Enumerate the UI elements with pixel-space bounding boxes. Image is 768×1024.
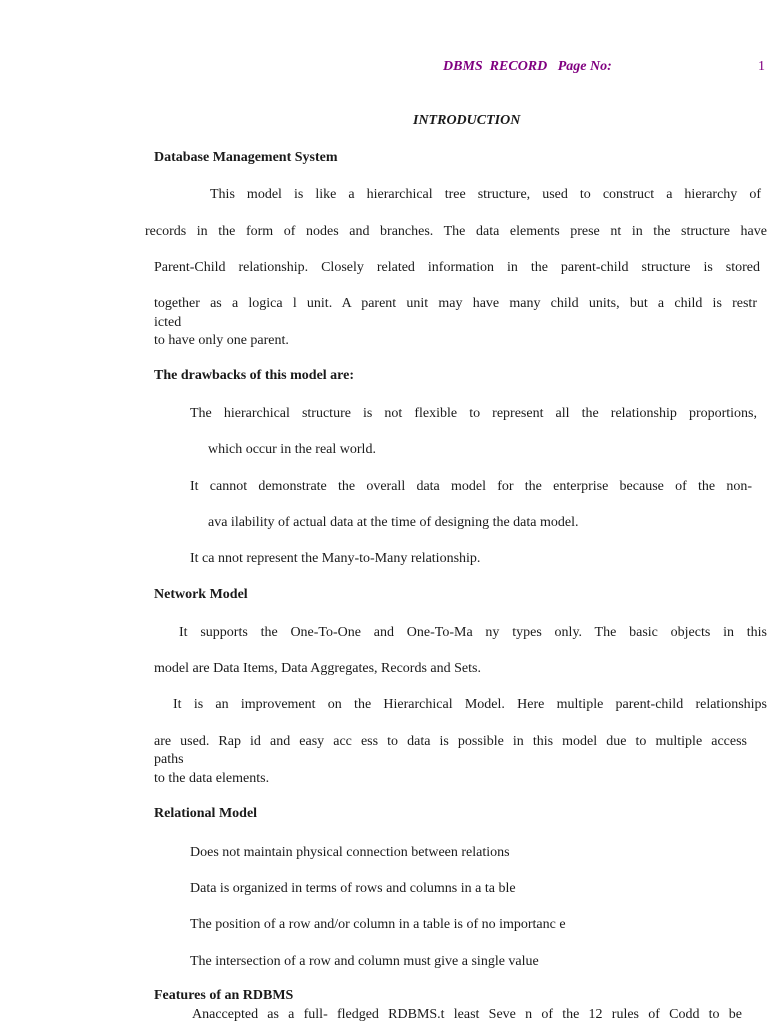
paragraph-line: are used. Rap id and easy acc ess to data is possible in this model due to multiple access [154, 734, 747, 749]
section-heading-dbms: Database Management System [154, 150, 338, 165]
paragraph-line: This model is like a hierarchical tree structure, used to construct a hierarchy of [210, 187, 761, 202]
list-item: It cannot demonstrate the overall data model for the enterprise because of the non- [190, 479, 752, 494]
list-item: Data is organized in terms of rows and columns in a ta ble [190, 881, 516, 896]
paragraph-line: together as a logica l unit. A parent unit may have many child units, but a child is restr [154, 296, 757, 311]
record-header: DBMS RECORD Page No: [443, 59, 612, 74]
paragraph-line: Anaccepted as a full- fledged RDBMS.t least Seve n of the 12 rules of Codd to be [192, 1007, 742, 1022]
list-item: The position of a row and/or column in a table is of no importanc e [190, 917, 566, 932]
list-item: It ca nnot represent the Many-to-Many relationship. [190, 551, 481, 566]
list-item: Does not maintain physical connection between relations [190, 845, 510, 860]
list-item: The intersection of a row and column must give a single value [190, 954, 539, 969]
paragraph-line: paths [154, 752, 184, 767]
section-heading-drawbacks: The drawbacks of this model are: [154, 368, 355, 383]
page-title: INTRODUCTION [413, 113, 521, 128]
paragraph-line: Parent-Child relationship. Closely related information in the parent-child structure is stored [154, 260, 760, 275]
paragraph-line: to the data elements. [154, 771, 270, 786]
paragraph-line: to have only one parent. [154, 333, 289, 348]
paragraph-line: records in the form of nodes and branches. The data elements prese nt in the structure have [145, 224, 767, 239]
list-item: which occur in the real world. [208, 442, 376, 457]
paragraph-line: It is an improvement on the Hierarchical Model. Here multiple parent-child relationships [173, 697, 767, 712]
section-heading-network: Network Model [154, 587, 248, 602]
paragraph-line: model are Data Items, Data Aggregates, Records and Sets. [154, 661, 481, 676]
paragraph-line: It supports the One-To-One and One-To-Ma ny types only. The basic objects in this [179, 625, 767, 640]
section-heading-relational: Relational Model [154, 806, 258, 821]
page-number: 1 [758, 59, 765, 74]
section-heading-features: Features of an RDBMS [154, 988, 294, 1003]
list-item: The hierarchical structure is not flexible to represent all the relationship proportions, [190, 406, 757, 421]
paragraph-line: icted [154, 315, 182, 330]
list-item: ava ilability of actual data at the time of designing the data model. [208, 515, 579, 530]
